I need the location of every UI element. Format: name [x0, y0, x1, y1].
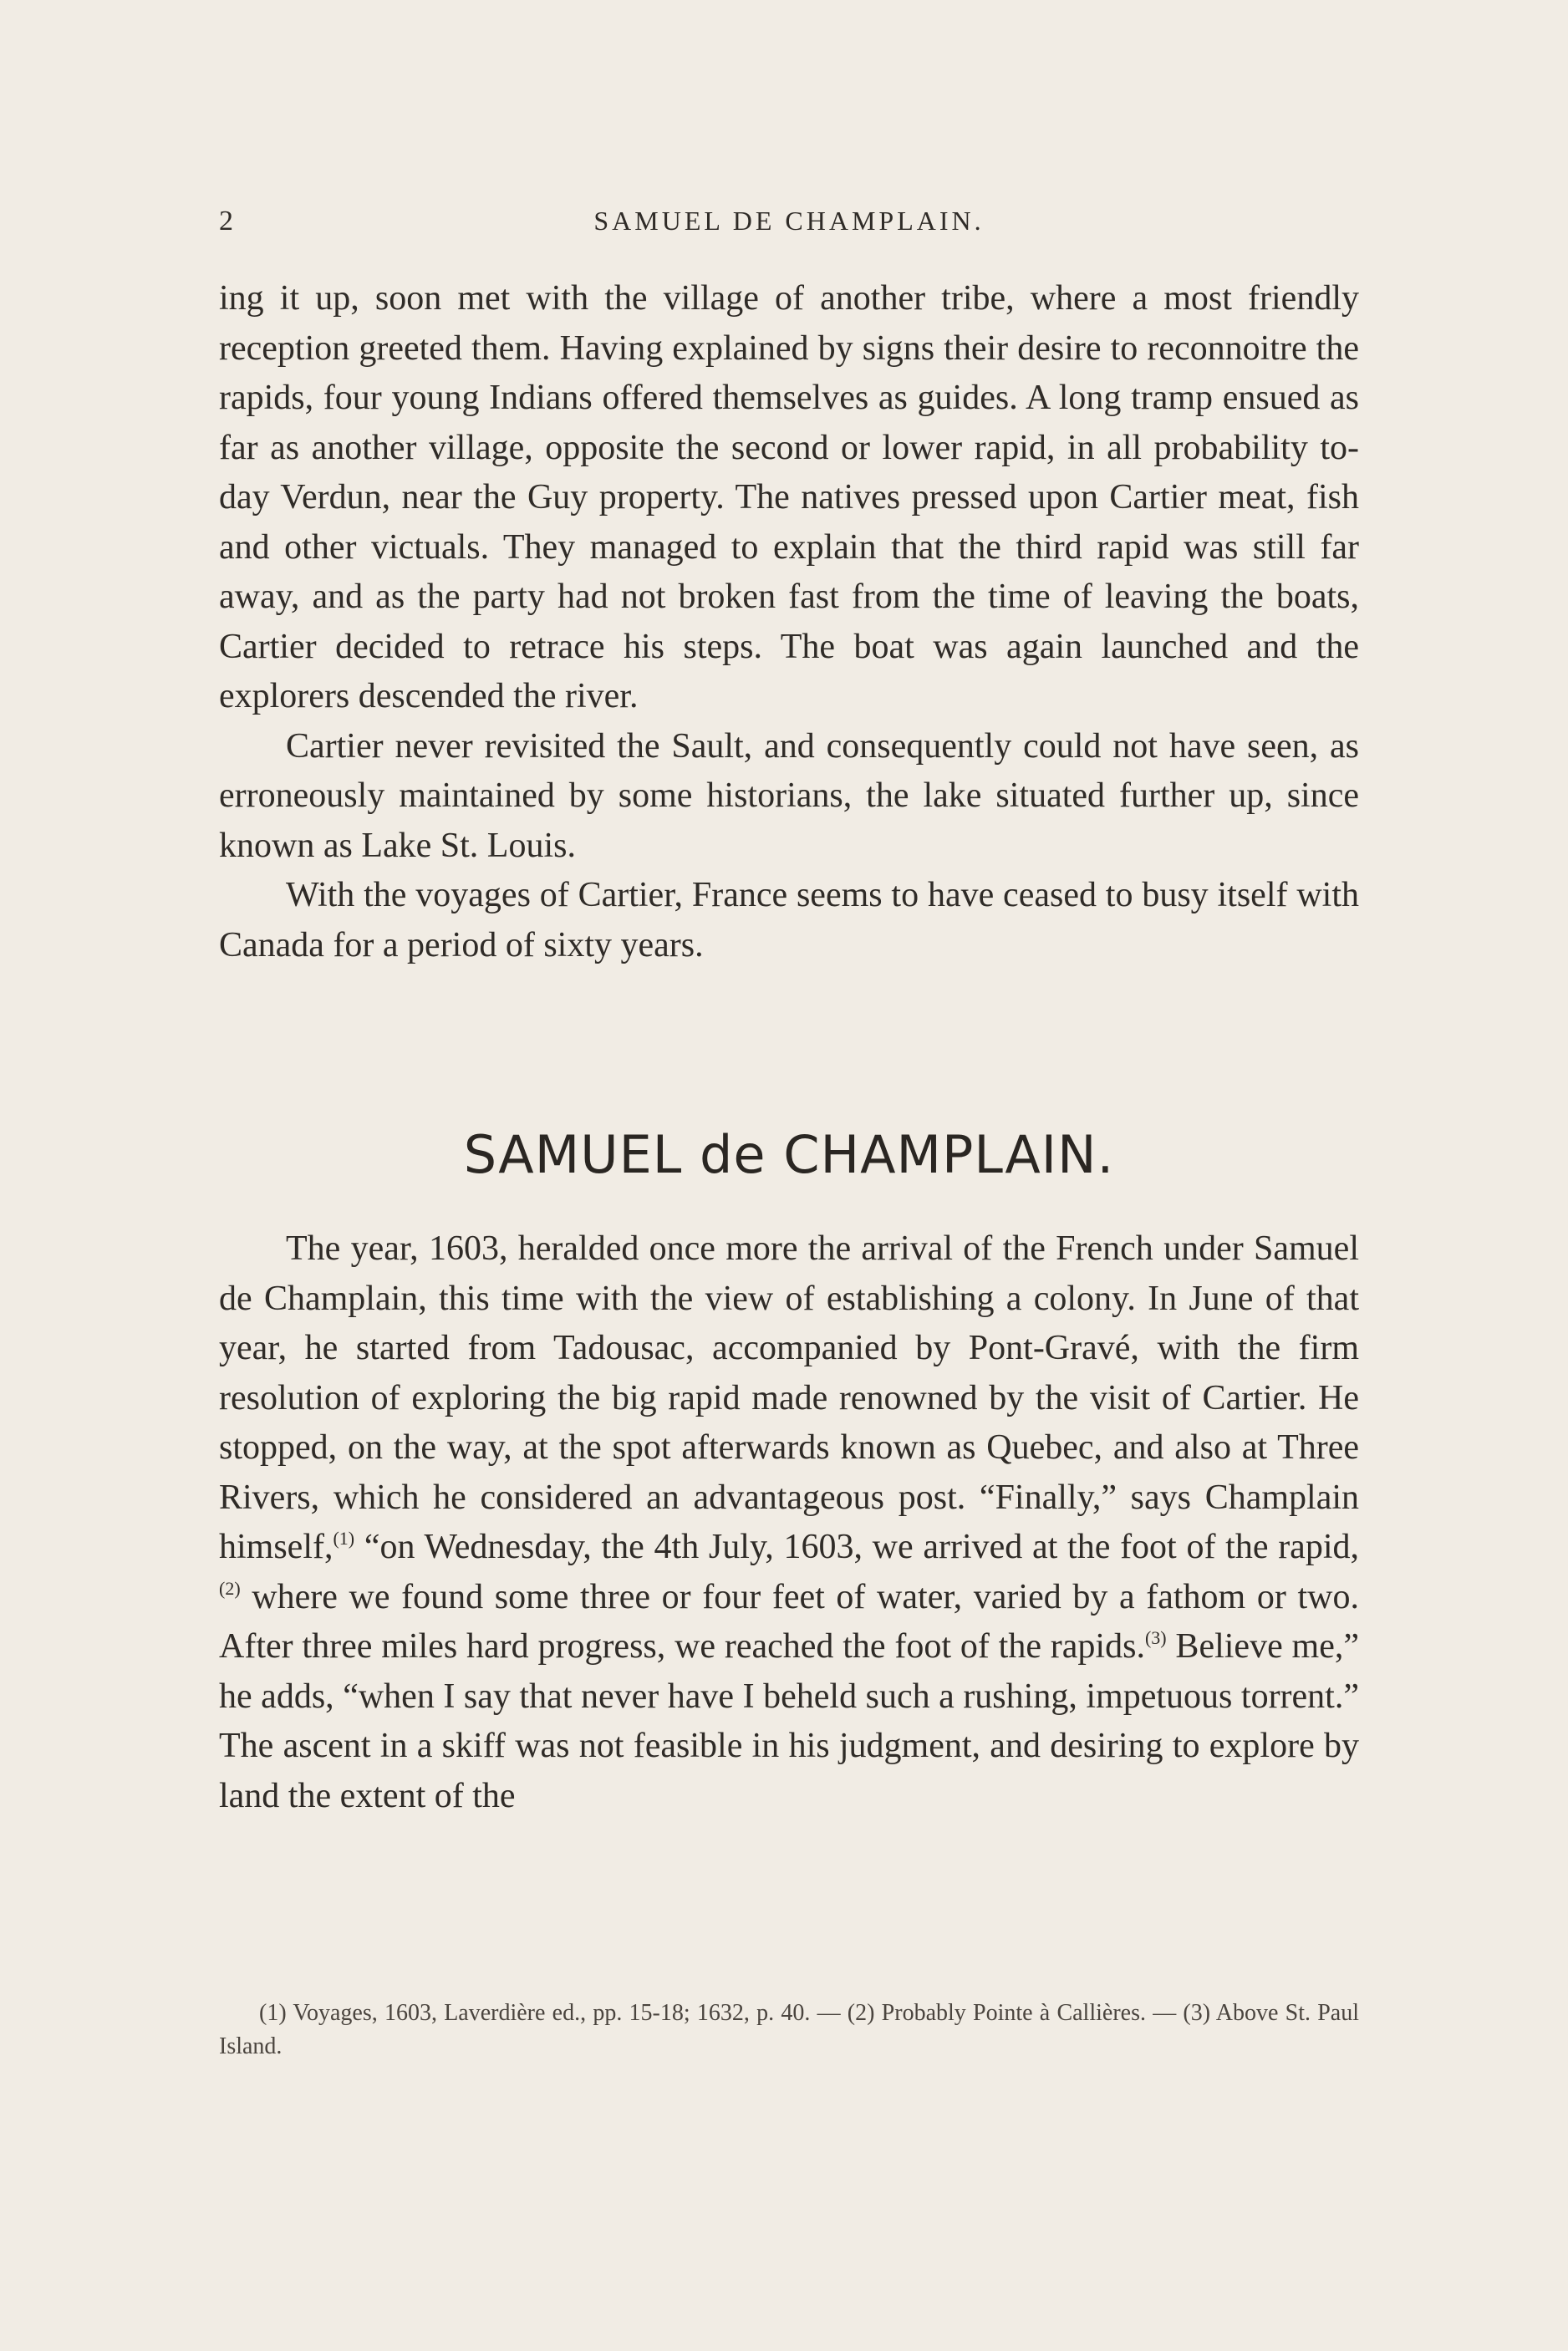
text-block-champlain [219, 1224, 1359, 1821]
paragraph-text: Believe me,” he adds, “when I say that never have I beheld such a rushing, impetuous torrent.” The ascent in a skiff was not feasible in his judgment, and desiring to explore by land the extent of the [219, 1627, 1359, 1815]
paragraph-cartier-sault: Cartier never revisited the Sault, and consequently could not have seen, as erroneously maintained by some historians, the lake situated further up, since known as Lake St. Louis. [219, 726, 1359, 865]
footnotes [219, 1997, 1359, 2063]
paragraph-continuation: ing it up, soon met with the village of another tribe, where a most friendly reception greeted them. Having explained by signs their desire to reconnoitre the rapids, four young Indians offered themselves as guides. A long tramp ensued as far as another village, opposite the second or lower rapid, in all probability to-day Verdun, near the Guy property. The natives pressed upon Cartier meat, fish and other victuals. They managed to explain that the third rapid was still far away, and as the party had not broken fast from the time of leaving the boats, Cartier decided to retrace his steps. The boat was again launched and the explorers descended the river. [219, 279, 1359, 715]
section-heading: SAMUEL de CHAMPLAIN. [463, 1124, 1115, 1185]
running-title: SAMUEL DE CHAMPLAIN. [593, 206, 985, 236]
paragraph-text: The year, 1603, heralded once more the arrival of the French under Samuel de Champlain, this time with the view of establishing a colony. In June of that year, he started from Tadousac, accompanied by Pont-Gravé, with the firm resolution of exploring the big rapid made renowned by the visit of Cartier. He stopped, on the way, at the spot afterwards known as Quebec, and also at Three Rivers, which he considered an advantageous post. “Finally,” says Champlain himself, [219, 1229, 1359, 1566]
paragraph-sixty-years: With the voyages of Cartier, France seems to have ceased to busy itself with Canada for a period of sixty years. [219, 876, 1359, 964]
text-block-before-section [219, 274, 1359, 970]
footnote-ref-2: (2) [219, 1577, 241, 1599]
footnote-ref-1: (1) [333, 1528, 355, 1549]
paragraph-champlain-1603 [219, 1224, 1359, 1821]
paragraph-text: where we found some three or four feet of water, varied by a fathom or two. After three miles hard progress, we reached the foot of the rapids. [219, 1577, 1359, 1666]
footnote-ref-3: (3) [1144, 1627, 1167, 1648]
paragraph-text: “on Wednesday, the 4th July, 1603, we arrived at the foot of the rapid, [354, 1528, 1359, 1566]
page-number: 2 [219, 206, 234, 237]
footnote-text: (1) Voyages, 1603, Laverdière ed., pp. 15-18; 1632, p. 40. — (2) Probably Pointe à Callières. — (3) Above St. Paul Island. [219, 2000, 1359, 2059]
running-head [219, 206, 1359, 246]
